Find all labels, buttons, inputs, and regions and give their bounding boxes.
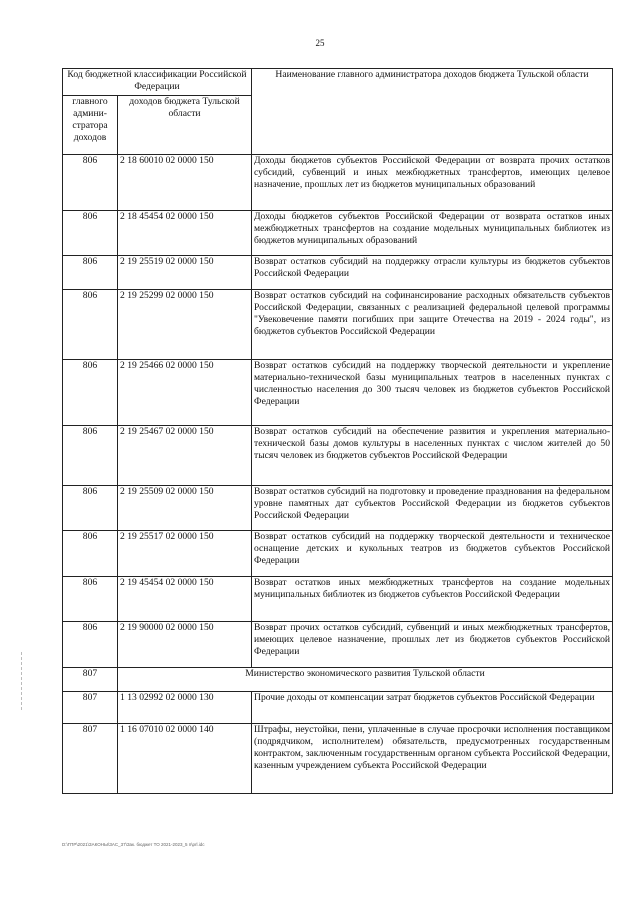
income-code: 2 19 25509 02 0000 150 [118,486,252,531]
table-row [63,692,613,724]
table-row [63,360,613,426]
income-code: 2 18 45454 02 0000 150 [118,211,252,256]
table-row [63,724,613,794]
ministry-name: Министерство экономического развития Тульской области [118,668,613,692]
header-admin: главного админи-стратора доходов [63,96,118,155]
table-row [63,155,613,211]
income-name: Возврат остатков субсидий на обеспечение развития и укрепления материально-технической базы домов культуры в населенных пунктах с числом жителей до 50 тысяч человек из бюджетов субъектов Российской Федерации [252,426,613,486]
table-row [63,256,613,290]
admin-code: 807 [63,724,118,794]
admin-code: 806 [63,577,118,622]
income-name: Возврат остатков субсидий на софинансирование расходных обязательств субъектов Российской Федерации, связанных с реализацией федеральной целевой программы "Увековечение памяти погибших при защите Отечества на 2019 - 2024 годы", из бюджетов субъектов Российской Федерации [252,290,613,360]
income-name: Возврат остатков иных межбюджетных трансфертов на создание модельных муниципальных библиотек из бюджетов субъектов Российской Федерации [252,577,613,622]
income-code: 1 16 07010 02 0000 140 [118,724,252,794]
admin-code: 806 [63,290,118,360]
income-name: Возврат остатков субсидий на поддержку творческой деятельности и техническое оснащение детских и кукольных театров из бюджетов субъектов Российской Федерации [252,531,613,577]
income-name: Прочие доходы от компенсации затрат бюджетов субъектов Российской Федерации [252,692,613,724]
admin-code: 806 [63,426,118,486]
ministry-row [63,668,613,692]
table-row [63,290,613,360]
admin-code: 806 [63,531,118,577]
income-name: Возврат остатков субсидий на подготовку и проведение празднования на федеральном уровне памятных дат субъектов Российской Федерации из бюджетов субъектов Российской Федерации [252,486,613,531]
income-code: 2 18 60010 02 0000 150 [118,155,252,211]
income-code: 2 19 25517 02 0000 150 [118,531,252,577]
table-row [63,486,613,531]
page-number: 25 [315,38,325,48]
table-row [63,577,613,622]
admin-code: 806 [63,155,118,211]
income-name: Доходы бюджетов субъектов Российской Федерации от возврата остатков иных межбюджетных трансфертов на создание модельных муниципальных библиотек из бюджетов муниципальных образований [252,211,613,256]
income-code: 2 19 45454 02 0000 150 [118,577,252,622]
income-name: Возврат остатков субсидий на поддержку творческой деятельности и укрепление материально-технической базы муниципальных театров в населенных пунктах с численностью населения до 300 тысяч человек из бюджетов субъектов Российской Федерации [252,360,613,426]
file-path-footer: D:\ГПР\2021\ЗАКОНЫ\ЗАС_37\Зак. бюджет ТО 2021-2023_5 п\prl.idc [62,842,205,847]
budget-code-table [62,68,613,794]
admin-code: 807 [63,692,118,724]
table-row [63,211,613,256]
admin-code: 807 [63,668,118,692]
admin-code: 806 [63,256,118,290]
income-name: Штрафы, неустойки, пени, уплаченные в случае просрочки исполнения поставщиком (подрядчиком, исполнителем) обязательств, предусмотренных государственным контрактом, заключенным государственным органом субъекта Российской Федерации, казенным учреждением субъекта Российской Федерации [252,724,613,794]
income-code: 1 13 02992 02 0000 130 [118,692,252,724]
admin-code: 806 [63,360,118,426]
income-code: 2 19 25466 02 0000 150 [118,360,252,426]
table-row [63,531,613,577]
admin-code: 806 [63,622,118,668]
header-code-group: Код бюджетной классификации Российской Федерации [63,69,252,96]
income-name: Возврат прочих остатков субсидий, субвенций и иных межбюджетных трансфертов, имеющих целевое назначение, прошлых лет из бюджетов субъектов Российской Федерации [252,622,613,668]
table-row [63,426,613,486]
income-name: Возврат остатков субсидий на поддержку отрасли культуры из бюджетов субъектов Российской Федерации [252,256,613,290]
header-name: Наименование главного администратора доходов бюджета Тульской области [252,69,613,155]
income-name: Доходы бюджетов субъектов Российской Федерации от возврата прочих остатков субсидий, субвенций и иных межбюджетных трансфертов, имеющих целевое назначение, прошлых лет из бюджетов муниципальных образований [252,155,613,211]
margin-mark [21,652,23,710]
income-code: 2 19 90000 02 0000 150 [118,622,252,668]
header-income: доходов бюджета Тульской области [118,96,252,155]
table-row [63,622,613,668]
admin-code: 806 [63,211,118,256]
income-code: 2 19 25467 02 0000 150 [118,426,252,486]
income-code: 2 19 25519 02 0000 150 [118,256,252,290]
income-code: 2 19 25299 02 0000 150 [118,290,252,360]
admin-code: 806 [63,486,118,531]
